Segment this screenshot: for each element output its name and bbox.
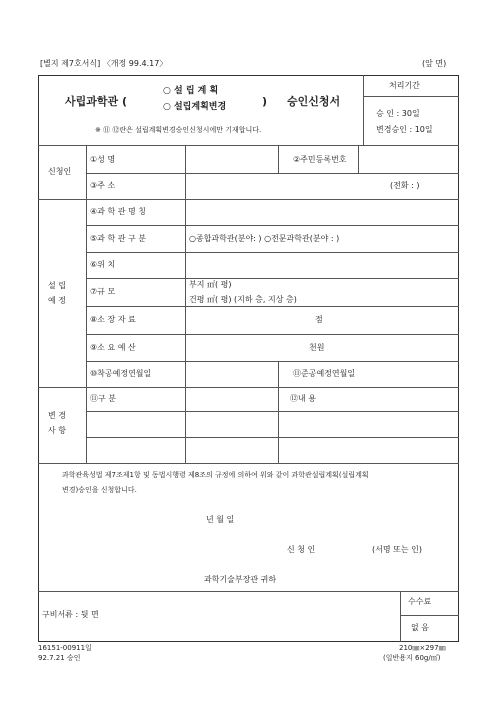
scale-building: 건평 ㎡( 평) (지하 층, 지상 층) xyxy=(189,295,297,304)
materials-label: ⑧소 장 자 료 xyxy=(90,315,136,324)
section-plan-line1: 설 립 xyxy=(48,281,66,290)
row-divider xyxy=(38,199,459,200)
column-divider xyxy=(400,591,401,642)
row-divider xyxy=(86,437,459,438)
change-content-label: ⑫내 용 xyxy=(290,394,316,403)
museum-type-options: ○종합과학관(분야: ) ○전문과학관(분야 : ) xyxy=(189,234,340,243)
column-divider xyxy=(278,387,279,463)
phone-label: (전화 : ) xyxy=(390,181,420,190)
column-divider xyxy=(185,145,186,463)
column-divider xyxy=(86,145,87,463)
budget-label: ⑨소 요 예 산 xyxy=(90,343,136,352)
scale-land: 부지 ㎡( 평) xyxy=(189,280,232,289)
name-label: ①성 명 xyxy=(90,155,116,164)
start-date-label: ⑩착공예정연월일 xyxy=(90,369,152,378)
required-documents: 구비서류 : 뒷 면 xyxy=(42,610,99,619)
applicant-label: 신 청 인 xyxy=(287,545,316,554)
materials-unit: 점 xyxy=(315,315,323,324)
column-divider xyxy=(363,75,364,145)
row-divider xyxy=(86,225,459,226)
approval-date: 92.7.21 승인 xyxy=(38,654,81,662)
paper-type: (일반용지 60g/㎡) xyxy=(383,654,441,662)
title-note: ※ ⑪ ⑫란은 설립계획변경승인신청시에만 기재합니다. xyxy=(95,126,262,134)
row-divider xyxy=(38,145,459,146)
change-category-label: ⑪구 분 xyxy=(90,394,116,403)
column-divider xyxy=(278,361,279,387)
location-label: ⑥위 치 xyxy=(90,260,116,269)
processing-approval: 승 인 : 30일 xyxy=(376,109,420,118)
row-divider xyxy=(86,278,459,279)
application-date: 년 월 일 xyxy=(206,515,235,524)
scale-label: ⑦규 모 xyxy=(90,287,116,296)
resident-id-label: ②주민등록번호 xyxy=(293,155,347,164)
signature-label: (서명 또는 인) xyxy=(372,545,422,554)
form-title-prefix: 사립과학관 ( xyxy=(65,95,127,108)
statement-line2: 변경)승인을 신청합니다. xyxy=(62,486,137,494)
museum-type-label: ⑤과 학 관 구 분 xyxy=(90,234,146,243)
row-divider xyxy=(86,252,459,253)
form-code: 16151-00911일 xyxy=(38,644,92,652)
finish-date-label: ⑪준공예정연월일 xyxy=(293,369,356,378)
column-divider xyxy=(278,145,279,173)
section-change-line2: 사 항 xyxy=(48,426,66,435)
budget-unit: 천원 xyxy=(309,343,325,352)
column-divider xyxy=(358,145,359,173)
row-divider xyxy=(86,411,459,412)
section-plan-line2: 예 정 xyxy=(48,296,66,305)
row-divider xyxy=(363,96,459,97)
row-divider xyxy=(86,306,459,307)
row-divider xyxy=(38,591,459,592)
processing-period-label: 처리기간 xyxy=(389,81,420,90)
row-divider xyxy=(400,615,459,616)
recipient: 과학기술부장관 귀하 xyxy=(204,575,277,584)
statement-line1: 과학관육성법 제7조제1항 및 동법시행령 제8조의 규정에 의하여 위와 같이 과학관설립계획(설립계획 xyxy=(62,471,369,479)
row-divider xyxy=(86,361,459,362)
fee-value: 없 음 xyxy=(411,623,429,632)
row-divider xyxy=(38,463,459,464)
section-applicant: 신청인 xyxy=(48,167,72,176)
row-divider xyxy=(38,387,459,388)
museum-name-label: ④과 학 관 명 칭 xyxy=(90,207,146,216)
address-label: ③주 소 xyxy=(90,181,116,190)
fee-label: 수수료 xyxy=(408,597,432,606)
title-option-change: ○ 설립계획변경 xyxy=(163,102,227,112)
row-divider xyxy=(86,334,459,335)
form-number: [별지 제7호서식] 〈개정 99.4.17〉 xyxy=(40,59,168,68)
section-change-line1: 변 경 xyxy=(48,411,66,420)
processing-change: 변경승인 : 10일 xyxy=(376,125,433,134)
title-option-plan: ○ 설 립 계 획 xyxy=(163,86,219,96)
paper-size: 210㎜×297㎜ xyxy=(399,644,446,652)
form-title-suffix: 승인신청서 xyxy=(287,95,341,108)
page-side: (앞 면) xyxy=(422,59,447,68)
row-divider xyxy=(86,173,459,174)
form-title-close: ) xyxy=(262,95,268,108)
